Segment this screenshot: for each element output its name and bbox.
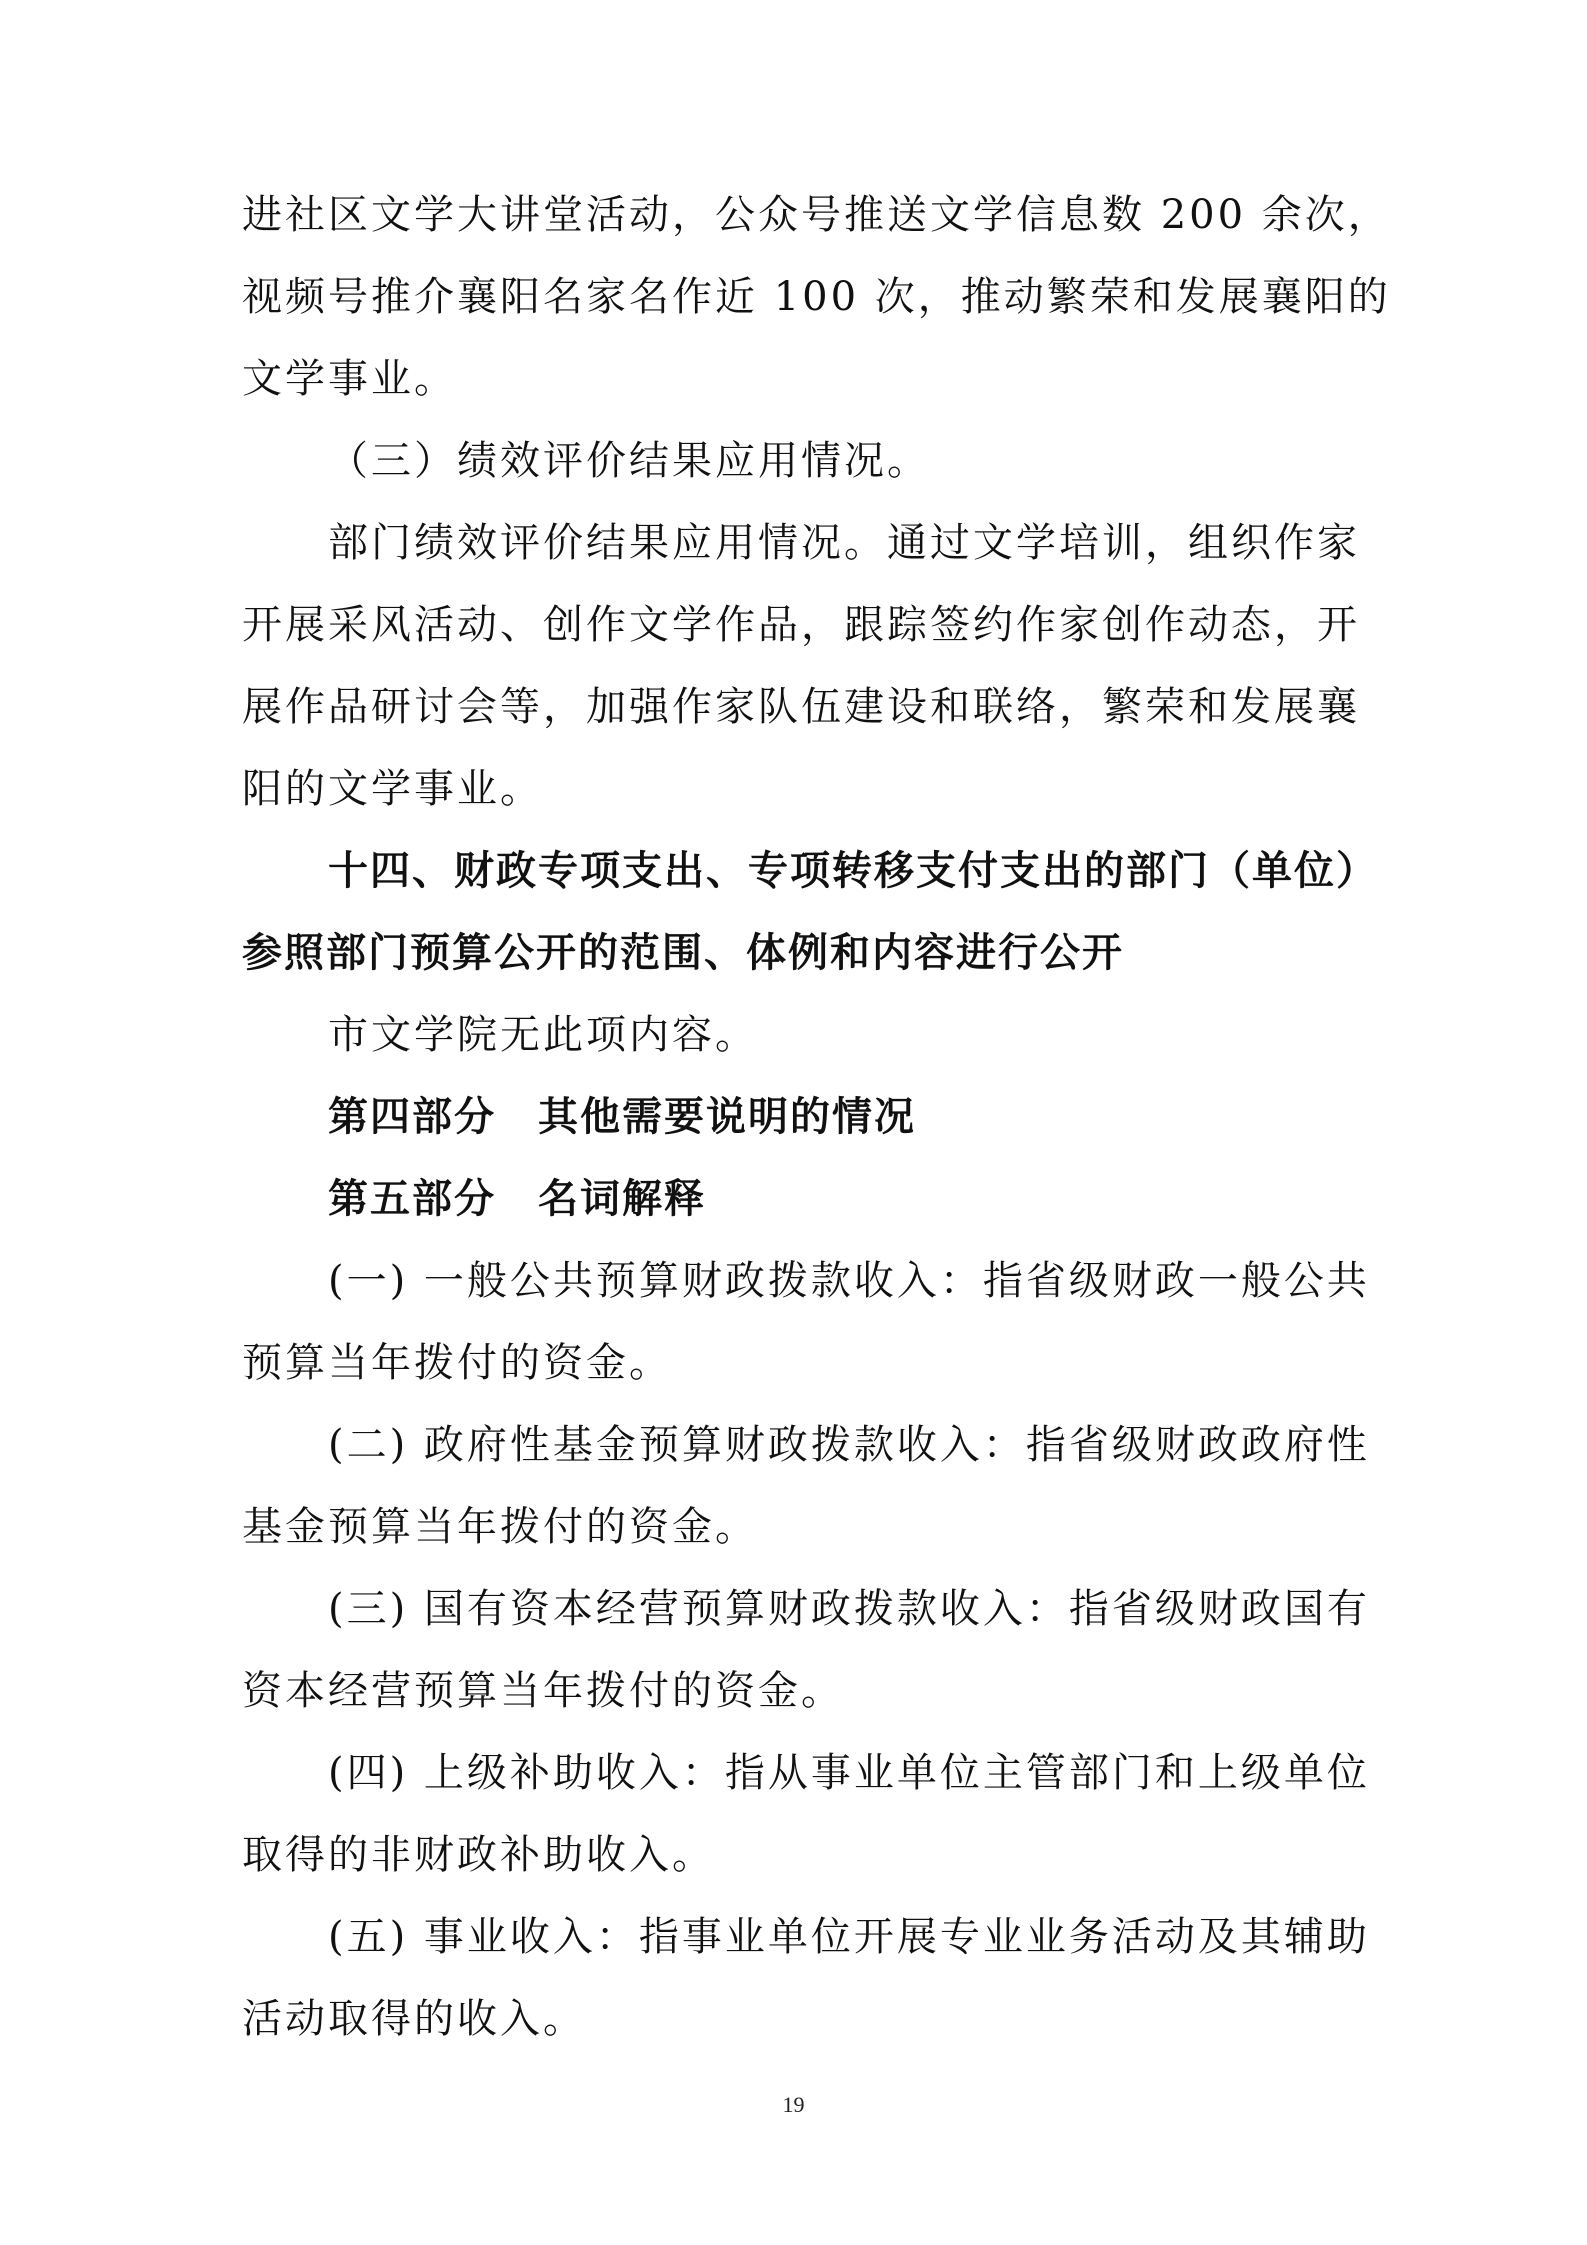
definition-line: (四) 上级补助收入：指从事业单位主管部门和上级单位 [328, 1750, 1370, 1796]
page-number: 19 [782, 2092, 805, 2117]
body-text-line: 市文学院无此项内容。 [328, 1012, 758, 1058]
body-text-line: 展作品研讨会等，加强作家队伍建设和联络，繁荣和发展襄 [242, 684, 1360, 730]
body-text-line: 视频号推介襄阳名家名作近 100 次，推动繁荣和发展襄阳的 [242, 274, 1391, 320]
subsection-heading: （三）绩效评价结果应用情况。 [328, 438, 930, 484]
definition-line: 活动取得的收入。 [242, 1996, 586, 2042]
definition-line: 资本经营预算当年拨付的资金。 [242, 1668, 844, 1714]
body-text-line: 文学事业。 [242, 356, 457, 402]
part-heading: 第五部分 名词解释 [328, 1176, 706, 1222]
definition-line: 基金预算当年拨付的资金。 [242, 1504, 758, 1550]
body-text-line: 开展采风活动、创作文学作品，跟踪签约作家创作动态，开 [242, 602, 1360, 648]
body-text-line: 部门绩效评价结果应用情况。通过文学培训，组织作家 [328, 520, 1360, 566]
part-heading: 第四部分 其他需要说明的情况 [328, 1094, 916, 1140]
definition-line: (二) 政府性基金预算财政拨款收入：指省级财政政府性 [328, 1422, 1370, 1468]
definition-line: 预算当年拨付的资金。 [242, 1340, 672, 1386]
body-text-line: 阳的文学事业。 [242, 766, 543, 812]
definition-line: (三) 国有资本经营预算财政拨款收入：指省级财政国有 [328, 1586, 1370, 1632]
section-heading: 参照部门预算公开的范围、体例和内容进行公开 [242, 930, 1124, 976]
section-heading: 十四、财政专项支出、专项转移支付支出的部门（单位） [328, 848, 1378, 894]
body-text-line: 进社区文学大讲堂活动，公众号推送文学信息数 200 余次， [242, 192, 1391, 238]
definition-line: (一) 一般公共预算财政拨款收入：指省级财政一般公共 [328, 1258, 1370, 1304]
definition-line: 取得的非财政补助收入。 [242, 1832, 715, 1878]
definition-line: (五) 事业收入：指事业单位开展专业业务活动及其辅助 [328, 1914, 1370, 1960]
